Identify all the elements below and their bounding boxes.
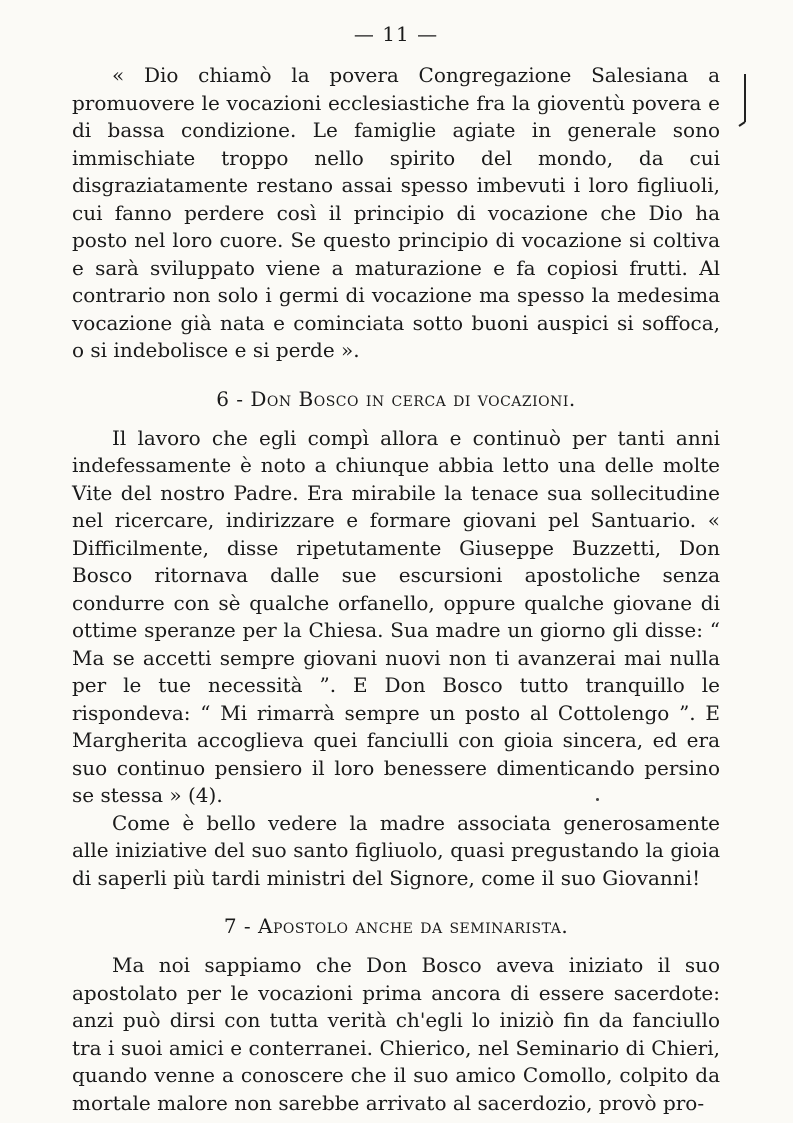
document-page — [72, 22, 720, 1117]
ink-speck — [596, 798, 599, 801]
body-paragraph-apostolate: Ma noi sappiamo che Don Bosco aveva iniziato il suo apostolato per le vocazioni prima ancora di essere sacerdote: anzi può dirsi con tutta verità ch'egli lo iniziò fin da fanciullo tra i suoi amici e conterranei. Chierico, nel Seminario di Chieri, quando venne a conoscere che il suo amico Comollo, colpito da mortale malore non sarebbe arrivato al sacerdozio, provò pro- — [72, 953, 720, 1115]
margin-bracket-mark — [737, 72, 747, 128]
body-paragraph-work: Il lavoro che egli compì allora e continuò per tanti anni indefessamente è noto a chiunque abbia letto una delle molte Vite del nostro Padre. Era mirabile la tenace sua sollecitudine nel ricercare, indirizzare e formare giovani pel Santuario. « Difficilmente, disse ripetutamente Giuseppe Buzzetti, Don Bosco ritornava dalle sue escursioni apostoliche senza condurre con sè qualche orfanello, oppure qualche giovane di ottime speranze per la Chiesa. Sua madre un giorno gli disse: “ Ma se accetti sempre giovani nuovi non ti avanzerai mai nulla per le tue necessità ”. E Don Bosco tutto tranquillo le rispondeva: “ Mi rimarrà sempre un posto al Cottolengo ”. E Margherita accoglieva quei fanciulli con gioia sincera, ed era suo continuo pensiero il loro benessere dimenticando persino se stessa » (4). — [72, 425, 720, 807]
body-paragraph-mother: Come è bello vedere la madre associata generosamente alle iniziative del suo santo figliuolo, quasi pregustando la gioia di saperli più tardi ministri del Signore, come il suo Giovanni! — [72, 810, 720, 890]
section-heading-7: 7 - Apostolo anche da seminarista. — [223, 914, 569, 938]
quote-paragraph: « Dio chiamò la povera Congregazione Salesiana a promuovere le vocazioni ecclesiastiche fra la gioventù povera e di bassa condizione. Le famiglie agiate in generale sono immischiate troppo nello spirito del mondo, da cui disgraziatamente restano assai spesso imbevuti i loro figliuoli, cui fanno perdere così il principio di vocazione che Dio ha posto nel loro cuore. Se questo principio di vocazione si coltiva e sarà sviluppato viene a maturazione e fa copiosi frutti. Al contrario non solo i germi di vocazione ma spesso la medesima vocazione già nata e cominciata sotto buoni auspici si soffoca, o si indebolisce e si perde ». — [72, 63, 720, 362]
page-number: — 11 — — [353, 22, 439, 46]
section-heading-6: 6 - Don Bosco in cerca di vocazioni. — [216, 386, 576, 411]
